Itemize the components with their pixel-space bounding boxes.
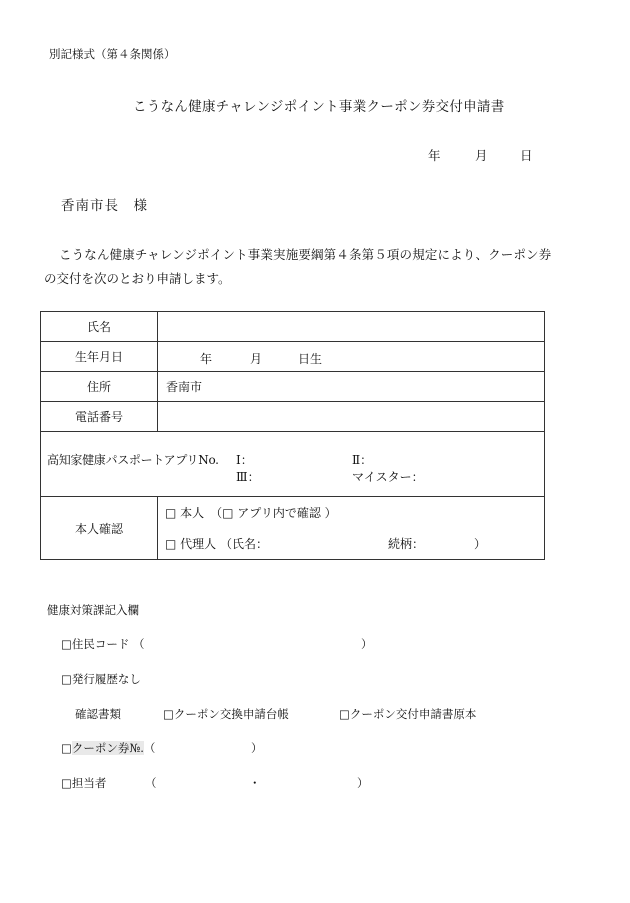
birthdate-field[interactable] xyxy=(158,342,545,372)
birthdate-row xyxy=(41,342,545,372)
staff-checkbox[interactable]: □担当者 xyxy=(61,776,107,790)
intro-line-1: こうなん健康チャレンジポイント事業実施要綱第４条第５項の規定により、クーポン券 xyxy=(59,247,552,262)
address-field[interactable]: 香南市 xyxy=(158,372,545,402)
app-master: マイスター： xyxy=(352,470,424,484)
birthdate-label: 生年月日 xyxy=(41,342,158,372)
app-number-label: 高知家健康パスポートアプリNo. xyxy=(47,453,219,467)
doc-original-checkbox[interactable]: □クーポン交付申請書原本 xyxy=(339,707,477,721)
phone-field[interactable] xyxy=(158,402,545,432)
date-month-label: 月 xyxy=(475,148,488,163)
identity-field[interactable] xyxy=(158,497,545,560)
name-row xyxy=(41,312,545,342)
proxy-relation-label: 続柄： xyxy=(388,537,425,551)
coupon-number-checkbox[interactable] xyxy=(61,740,155,756)
identity-row xyxy=(41,497,545,560)
resident-code-checkbox[interactable]: □住民コード （ xyxy=(61,637,145,651)
app-level-1: Ⅰ： xyxy=(236,453,253,467)
docs-label: 確認書類 xyxy=(75,707,121,721)
phone-label: 電話番号 xyxy=(41,402,158,432)
coupon-number-close: ） xyxy=(251,741,263,755)
app-number-cell[interactable] xyxy=(41,432,545,497)
office-section-title: 健康対策課記入欄 xyxy=(47,603,139,617)
name-label: 氏名 xyxy=(41,312,158,342)
staff-open: （ xyxy=(145,776,157,790)
self-checkbox-option[interactable]: □ 本人 （□ アプリ内で確認 ） xyxy=(165,506,337,520)
addressee: 香南市長 様 xyxy=(61,198,148,214)
coupon-number-open: （ xyxy=(143,741,156,755)
address-label: 住所 xyxy=(41,372,158,402)
app-level-3: Ⅲ： xyxy=(236,470,260,484)
form-reference: 別記様式（第４条関係） xyxy=(49,47,176,61)
birth-day-label: 日生 xyxy=(298,352,323,366)
staff-close: ） xyxy=(357,776,369,790)
intro-line-2: の交付を次のとおり申請します。 xyxy=(44,271,231,286)
address-row xyxy=(41,372,545,402)
proxy-close-paren: ） xyxy=(474,537,487,551)
app-level-2: Ⅱ： xyxy=(352,453,373,467)
staff-dot: ・ xyxy=(249,776,261,790)
page-title: こうなん健康チャレンジポイント事業クーポン券交付申請書 xyxy=(133,99,505,115)
date-year-label: 年 xyxy=(428,148,441,163)
birth-month-label: 月 xyxy=(250,352,263,366)
identity-label: 本人確認 xyxy=(41,497,158,560)
birth-year-label: 年 xyxy=(200,352,213,366)
coupon-number-box: □ xyxy=(61,741,72,755)
name-field[interactable] xyxy=(158,312,545,342)
doc-ledger-checkbox[interactable]: □クーポン交換申請台帳 xyxy=(163,707,289,721)
resident-code-close: ） xyxy=(361,637,373,651)
no-history-checkbox[interactable]: □発行履歴なし xyxy=(61,672,141,686)
phone-row xyxy=(41,402,545,432)
date-day-label: 日 xyxy=(520,148,533,163)
coupon-number-label: クーポン券№. xyxy=(71,741,144,755)
application-table xyxy=(40,311,545,560)
app-number-row xyxy=(41,432,545,497)
proxy-checkbox-option[interactable]: □ 代理人 （氏名： xyxy=(165,537,268,551)
